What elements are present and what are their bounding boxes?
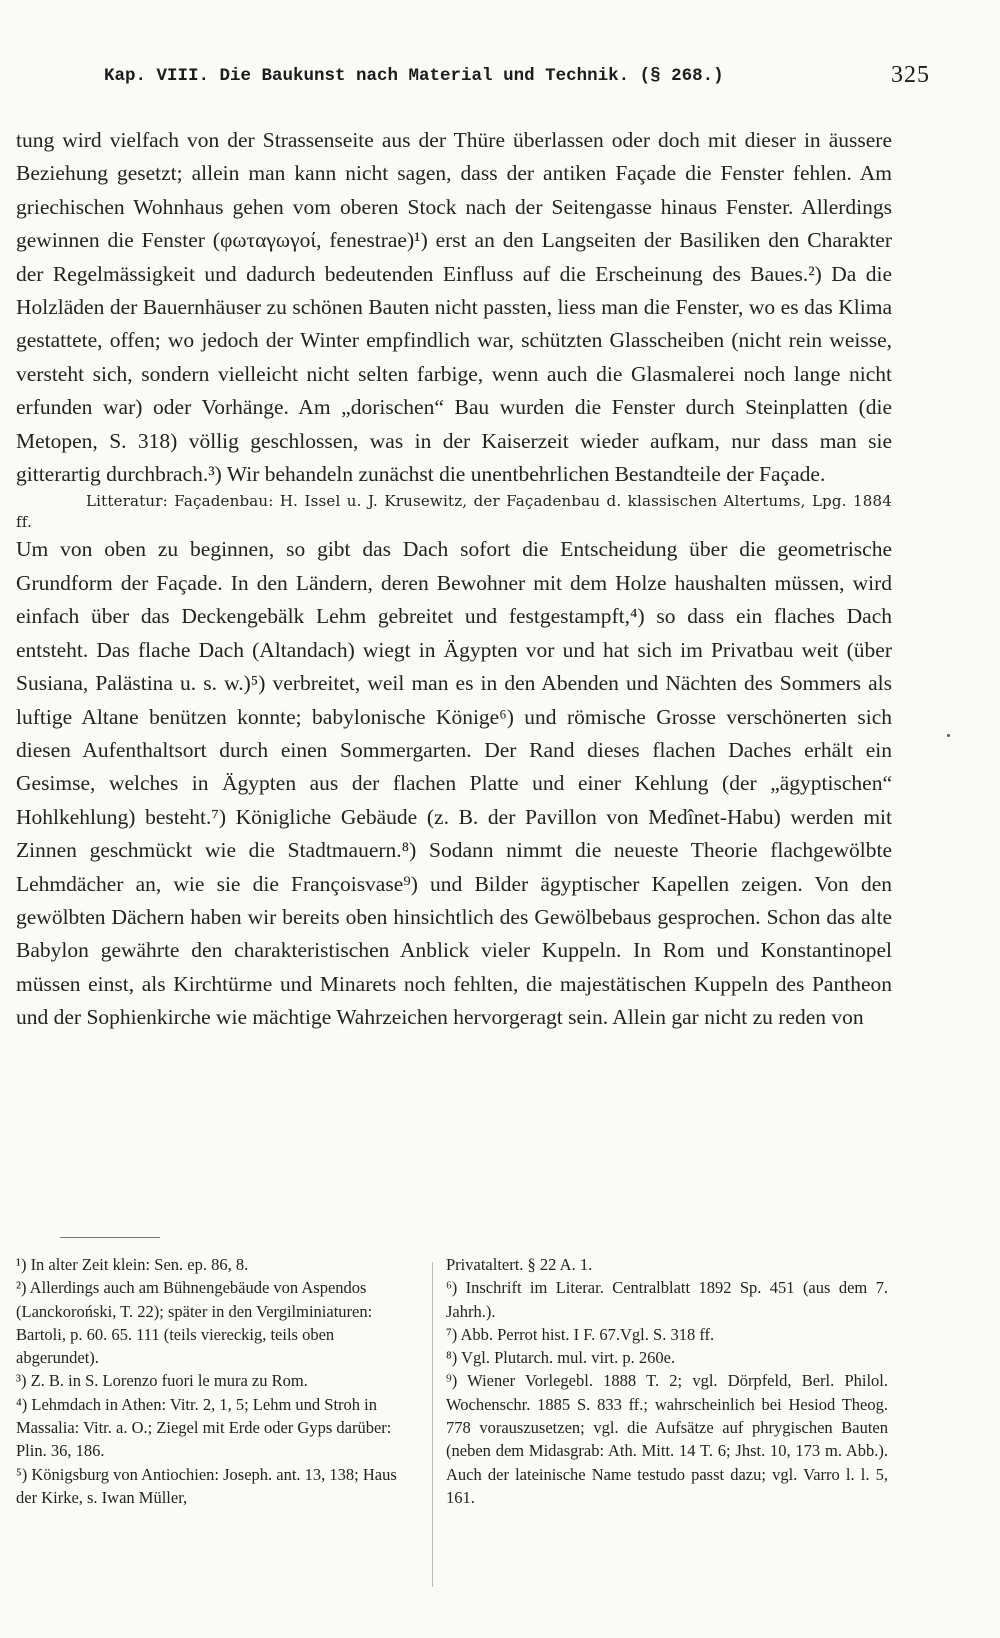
literature-text: Litteratur: Façadenbau: H. Issel u. J. Krusewitz, der Façadenbau d. klassischen Altertums, Lpg. 1884 ff.	[16, 492, 892, 532]
print-speck	[947, 734, 950, 737]
footnote: ³) Z. B. in S. Lorenzo fuori le mura zu Rom.	[16, 1371, 308, 1391]
footnote: Privataltert. § 22 A. 1.	[446, 1255, 593, 1274]
literature-note	[16, 491, 892, 533]
footnote: ⁴) Lehmdach in Athen: Vitr. 2, 1, 5; Lehm und Stroh in Massalia: Vitr. a. O.; Ziegel mit Erde oder Gyps darüber: Plin. 36, 186.	[16, 1394, 392, 1461]
footnote: ¹) In alter Zeit klein: Sen. ep. 86, 8.	[16, 1255, 249, 1274]
running-title: Kap. VIII. Die Baukunst nach Material und Technik. (§ 268.)	[104, 66, 724, 86]
footnotes-right-column	[446, 1253, 888, 1509]
footnote: ⁶) Inschrift im Literar. Centralblatt 1892 Sp. 451 (aus dem 7. Jahrh.).	[446, 1278, 888, 1321]
footnote-column-rule	[432, 1262, 433, 1587]
footnote: ⁹) Wiener Vorlegebl. 1888 T. 2; vgl. Dörpfeld, Berl. Philol. Wochenschr. 1885 S. 833 ff.; wahrscheinlich bei Hesiod Theog. 778 vorauszusetzen; vgl. die Aufsätze auf phrygischen Bauten (neben dem Midasgrab: Ath. Mitt. 14 T. 6; Jhst. 10, 173 m. Abb.). Auch der lateinische Name testudo passt dazu; vgl. Varro l. l. 5, 161.	[446, 1371, 888, 1507]
main-text	[16, 124, 892, 1035]
paragraph-facade-windows: tung wird vielfach von der Strassenseite aus der Thüre überlassen oder doch mit dieser in äussere Beziehung gesetzt; allein man kann nicht sagen, dass der antiken Façade die Fenster fehlen. Am griechischen Wohnhaus gehen vom oberen Stock nach der Seitengasse hinaus Fenster. Allerdings gewinnen die Fenster (φωταγωγοί, fenestrae)¹) erst an den Langseiten der Basiliken den Charakter der Regelmässigkeit und dadurch bedeutenden Einfluss auf die Erscheinung des Baues.²) Da die Holzläden der Bauernhäuser zu schönen Bauten nicht passten, liess man die Fenster, wo es das Klima gestattete, offen; wo jedoch der Winter empfindlich war, schützten Glasscheiben (nicht rein weisse, versteht sich, sondern vielleicht nicht selten farbige, wenn auch die Glasmalerei noch lange nicht erfunden war) oder Vorhänge. Am „dorischen“ Bau wurden die Fenster durch Steinplatten (die Metopen, S. 318) völlig geschlossen, was in der Kaiserzeit wieder aufkam, nur dass man sie gitterartig durchbrach.³) Wir behandeln zunächst die unentbehrlichen Bestandteile der Façade.	[16, 128, 892, 487]
page-number: 325	[891, 62, 930, 88]
footnote: ⁸) Vgl. Plutarch. mul. virt. p. 260e.	[446, 1348, 676, 1368]
footnote: ²) Allerdings auch am Bühnengebäude von Aspendos (Lanckoroński, T. 22); später in den Vergilminiaturen: Bartoli, p. 60. 65. 111 (teils viereckig, teils oben abgerundet).	[16, 1278, 373, 1368]
running-header	[70, 60, 930, 94]
paragraph-roof: Um von oben zu beginnen, so gibt das Dach sofort die Entscheidung über die geometrische Grundform der Façade. In den Ländern, deren Bewohner mit dem Holze haushalten müssen, wird einfach über das Deckengebälk Lehm gebreitet und festgestampft,⁴) so dass ein flaches Dach entsteht. Das flache Dach (Altandach) wiegt in Ägypten vor und hat sich im Privatbau weit (über Susiana, Palästina u. s. w.)⁵) verbreitet, weil man es in den Abenden und Nächten des Sommers als luftige Altane benützen konnte; babylonische Könige⁶) und römische Grosse verschönerten sich diesen Aufenthaltsort durch einen Sommergarten. Der Rand dieses flachen Daches erhält ein Gesimse, welches in Ägypten aus der flachen Platte und einer Kehlung (der „ägyptischen“ Hohlkehlung) besteht.⁷) Königliche Gebäude (z. B. der Pavillon von Medînet-Habu) werden mit Zinnen geschmückt wie die Stadtmauern.⁸) Sodann nimmt die neueste Theorie flachgewölbte Lehmdächer an, wie sie die Françoisvase⁹) und Bilder ägyptischer Kapellen zeigen. Von den gewölbten Dächern haben wir bereits oben hinsichtlich des Gewölbebaus gesprochen. Schon das alte Babylon gewährte den charakteristischen Anblick vieler Kuppeln. In Rom und Konstantinopel müssen einst, als Kirchtürme und Minarets noch fehlten, die majestätischen Kuppeln des Pantheon und der Sophienkirche wie mächtige Wahrzeichen hervorgeragt sein. Allein gar nicht zu reden von	[16, 537, 892, 1030]
footnote: ⁷) Abb. Perrot hist. I F. 67.Vgl. S. 318 ff.	[446, 1324, 715, 1344]
footnote-divider	[60, 1237, 160, 1238]
footnote: ⁵) Königsburg von Antiochien: Joseph. ant. 13, 138; Haus der Kirke, s. Iwan Müller,	[16, 1464, 397, 1507]
footnotes-left-column	[16, 1253, 416, 1509]
